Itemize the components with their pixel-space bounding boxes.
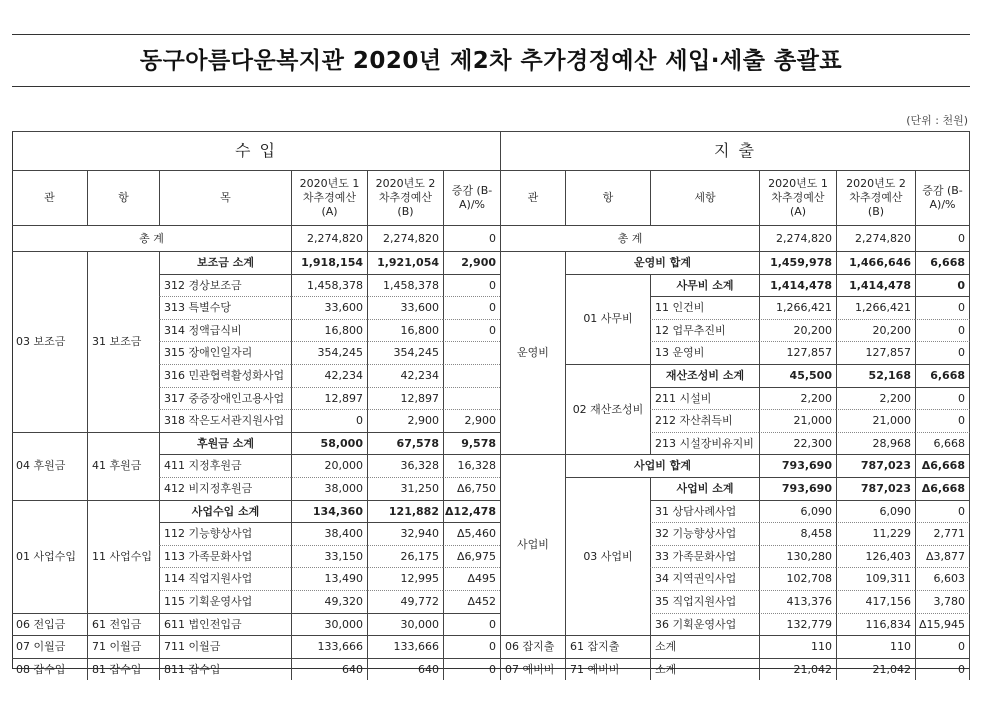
income-row-diff: 0 — [443, 296, 500, 319]
expense-gwan: 사업비 — [500, 454, 565, 635]
expense-row-a: 6,090 — [759, 500, 836, 523]
income-row-a: 1,918,154 — [291, 251, 367, 274]
income-row-b: 354,245 — [367, 341, 443, 364]
income-row-b: 42,234 — [367, 364, 443, 387]
income-row-diff: Δ6,750 — [443, 477, 500, 500]
income-row-b: 121,882 — [367, 500, 443, 523]
income-hang: 71 이월금 — [87, 635, 159, 658]
income-row-mok: 318 작은도서관지원사업 — [159, 409, 291, 432]
expense-row-semok: 33 가족문화사업 — [650, 545, 759, 568]
income-row-diff: Δ6,975 — [443, 545, 500, 568]
document-title: 동구아름다운복지관 2020년 제2차 추가경정예산 세입·세출 총괄표 — [139, 48, 843, 74]
income-row-a: 33,600 — [291, 296, 367, 319]
income-hang: 81 잡수입 — [87, 658, 159, 681]
expense-gwan: 운영비 — [500, 251, 565, 454]
expense-row-diff: 0 — [915, 658, 970, 681]
income-row-mok: 113 가족문화사업 — [159, 545, 291, 568]
income-row-diff: 0 — [443, 658, 500, 681]
income-row-mok: 611 법인전입금 — [159, 613, 291, 636]
income-row-diff: Δ12,478 — [443, 500, 500, 523]
income-row-mok: 316 민관협력활성화사업 — [159, 364, 291, 387]
expense-row-semok: 사업비 합계 — [565, 454, 759, 477]
income-gwan: 03 보조금 — [12, 251, 87, 432]
expense-row-b: 1,414,478 — [836, 274, 915, 297]
income-row-diff: 2,900 — [443, 409, 500, 432]
income-row-a: 12,897 — [291, 387, 367, 410]
income-row-b: 36,328 — [367, 454, 443, 477]
expense-hang: 01 사무비 — [565, 274, 650, 364]
expense-row-b: 21,000 — [836, 409, 915, 432]
expense-row-b: 28,968 — [836, 432, 915, 455]
expense-header-gwan: 관 — [500, 170, 565, 225]
expense-header-a: 2020년도 1차추경예산 (A) — [759, 170, 836, 225]
expense-header-diff: 증감 (B-A)/% — [915, 170, 970, 225]
expense-row-semok: 재산조성비 소계 — [650, 364, 759, 387]
income-header-gwan: 관 — [12, 170, 87, 225]
income-row-b: 30,000 — [367, 613, 443, 636]
expense-row-diff: 0 — [915, 387, 970, 410]
expense-row-semok: 운영비 합계 — [565, 251, 759, 274]
income-row-mok: 317 중증장애인고용사업 — [159, 387, 291, 410]
income-row-b: 32,940 — [367, 522, 443, 545]
expense-row-a: 45,500 — [759, 364, 836, 387]
income-hang: 11 사업수입 — [87, 500, 159, 613]
income-row-a: 42,234 — [291, 364, 367, 387]
expense-hang: 71 예비비 — [565, 658, 650, 681]
unit-note: (단위 : 천원) — [906, 114, 968, 127]
income-row-mok: 711 이월금 — [159, 635, 291, 658]
expense-row-b: 787,023 — [836, 477, 915, 500]
expense-row-b: 109,311 — [836, 567, 915, 590]
income-row-b: 16,800 — [367, 319, 443, 342]
expense-row-semok: 12 업무추진비 — [650, 319, 759, 342]
expense-row-a: 21,000 — [759, 409, 836, 432]
expense-header-semok: 세항 — [650, 170, 759, 225]
expense-total-b: 2,274,820 — [836, 225, 915, 251]
expense-row-semok: 32 기능향상사업 — [650, 522, 759, 545]
income-row-a: 640 — [291, 658, 367, 681]
expense-row-semok: 211 시설비 — [650, 387, 759, 410]
income-row-mok: 112 기능향상사업 — [159, 522, 291, 545]
income-row-mok: 313 특별수당 — [159, 296, 291, 319]
expense-row-b: 787,023 — [836, 454, 915, 477]
income-row-b: 12,995 — [367, 567, 443, 590]
income-row-b: 1,458,378 — [367, 274, 443, 297]
expense-row-a: 102,708 — [759, 567, 836, 590]
income-row-a: 16,800 — [291, 319, 367, 342]
income-row-a: 20,000 — [291, 454, 367, 477]
expense-row-a: 793,690 — [759, 454, 836, 477]
income-row-mok: 811 잡수입 — [159, 658, 291, 681]
expense-row-diff: 2,771 — [915, 522, 970, 545]
expense-row-semok: 212 자산취득비 — [650, 409, 759, 432]
title-bottom-rule — [12, 86, 970, 87]
income-row-b: 640 — [367, 658, 443, 681]
expense-row-diff: 6,668 — [915, 432, 970, 455]
expense-row-a: 413,376 — [759, 590, 836, 613]
expense-row-diff: 0 — [915, 341, 970, 364]
expense-row-a: 132,779 — [759, 613, 836, 636]
top-rule — [12, 34, 970, 35]
income-header-hang: 항 — [87, 170, 159, 225]
income-row-a: 58,000 — [291, 432, 367, 455]
income-row-a: 38,000 — [291, 477, 367, 500]
expense-section-header: 지 출 — [500, 131, 970, 170]
income-row-diff: 2,900 — [443, 251, 500, 274]
expense-row-a: 8,458 — [759, 522, 836, 545]
expense-total-a: 2,274,820 — [759, 225, 836, 251]
income-row-b: 12,897 — [367, 387, 443, 410]
expense-row-diff: Δ3,877 — [915, 545, 970, 568]
expense-row-semok: 36 기획운영사업 — [650, 613, 759, 636]
income-hang: 41 후원금 — [87, 432, 159, 500]
income-row-mok: 312 경상보조금 — [159, 274, 291, 297]
income-row-a: 0 — [291, 409, 367, 432]
income-header-a: 2020년도 1차추경예산 (A) — [291, 170, 367, 225]
income-gwan: 08 잡수입 — [12, 658, 87, 681]
expense-row-b: 126,403 — [836, 545, 915, 568]
expense-total-label: 총 계 — [500, 225, 759, 251]
expense-row-b: 116,834 — [836, 613, 915, 636]
income-gwan: 07 이월금 — [12, 635, 87, 658]
income-row-a: 13,490 — [291, 567, 367, 590]
income-total-b: 2,274,820 — [367, 225, 443, 251]
expense-row-diff: 0 — [915, 319, 970, 342]
income-row-diff: 0 — [443, 613, 500, 636]
income-row-diff — [443, 387, 500, 410]
expense-row-semok: 소계 — [650, 635, 759, 658]
income-row-mok: 후원금 소계 — [159, 432, 291, 455]
income-total-label: 총 계 — [12, 225, 291, 251]
expense-row-diff: 3,780 — [915, 590, 970, 613]
expense-row-b: 20,200 — [836, 319, 915, 342]
income-row-mok: 411 지정후원금 — [159, 454, 291, 477]
income-row-mok: 115 기획운영사업 — [159, 590, 291, 613]
expense-row-a: 20,200 — [759, 319, 836, 342]
income-row-diff: Δ5,460 — [443, 522, 500, 545]
expense-row-diff: 0 — [915, 274, 970, 297]
income-hang: 31 보조금 — [87, 251, 159, 432]
income-row-mok: 사업수입 소계 — [159, 500, 291, 523]
expense-row-a: 110 — [759, 635, 836, 658]
expense-row-diff: Δ6,668 — [915, 477, 970, 500]
expense-hang: 61 잡지출 — [565, 635, 650, 658]
income-header-b: 2020년도 2차추경예산 (B) — [367, 170, 443, 225]
income-row-b: 49,772 — [367, 590, 443, 613]
expense-row-semok: 213 시설장비유지비 — [650, 432, 759, 455]
expense-row-semok: 사업비 소계 — [650, 477, 759, 500]
income-row-mok: 보조금 소계 — [159, 251, 291, 274]
income-row-a: 133,666 — [291, 635, 367, 658]
expense-row-diff: 0 — [915, 500, 970, 523]
income-row-diff: 0 — [443, 274, 500, 297]
expense-row-semok: 34 지역권익사업 — [650, 567, 759, 590]
expense-row-b: 6,090 — [836, 500, 915, 523]
expense-row-a: 793,690 — [759, 477, 836, 500]
expense-header-hang: 항 — [565, 170, 650, 225]
expense-gwan: 06 잡지출 — [500, 635, 565, 658]
income-row-b: 67,578 — [367, 432, 443, 455]
expense-row-b: 52,168 — [836, 364, 915, 387]
expense-row-b: 110 — [836, 635, 915, 658]
income-row-diff: Δ452 — [443, 590, 500, 613]
income-total-diff: 0 — [443, 225, 500, 251]
income-total-a: 2,274,820 — [291, 225, 367, 251]
expense-header-b: 2020년도 2차추경예산 (B) — [836, 170, 915, 225]
expense-row-b: 1,466,646 — [836, 251, 915, 274]
income-row-mok: 314 정액급식비 — [159, 319, 291, 342]
expense-row-b: 127,857 — [836, 341, 915, 364]
expense-gwan: 07 예비비 — [500, 658, 565, 681]
expense-row-diff: 6,668 — [915, 364, 970, 387]
expense-row-semok: 사무비 소계 — [650, 274, 759, 297]
expense-row-semok: 11 인건비 — [650, 296, 759, 319]
income-hang: 61 전입금 — [87, 613, 159, 636]
expense-row-b: 11,229 — [836, 522, 915, 545]
expense-row-diff: Δ15,945 — [915, 613, 970, 636]
income-row-diff: 16,328 — [443, 454, 500, 477]
expense-row-a: 1,266,421 — [759, 296, 836, 319]
expense-row-a: 1,414,478 — [759, 274, 836, 297]
expense-row-diff: 0 — [915, 635, 970, 658]
income-row-mok: 315 장애인일자리 — [159, 341, 291, 364]
expense-row-b: 2,200 — [836, 387, 915, 410]
income-section-header: 수 입 — [12, 131, 500, 170]
income-row-diff: Δ495 — [443, 567, 500, 590]
expense-row-a: 1,459,978 — [759, 251, 836, 274]
income-row-a: 33,150 — [291, 545, 367, 568]
expense-hang: 03 사업비 — [565, 477, 650, 635]
expense-total-diff: 0 — [915, 225, 970, 251]
income-row-a: 30,000 — [291, 613, 367, 636]
income-row-a: 354,245 — [291, 341, 367, 364]
income-header-diff: 증감 (B-A)/% — [443, 170, 500, 225]
income-row-diff: 0 — [443, 635, 500, 658]
expense-row-b: 417,156 — [836, 590, 915, 613]
income-row-b: 31,250 — [367, 477, 443, 500]
income-row-diff: 0 — [443, 319, 500, 342]
expense-row-a: 22,300 — [759, 432, 836, 455]
income-row-a: 134,360 — [291, 500, 367, 523]
income-row-b: 33,600 — [367, 296, 443, 319]
income-row-b: 26,175 — [367, 545, 443, 568]
expense-row-semok: 31 상담사례사업 — [650, 500, 759, 523]
expense-row-diff: 6,668 — [915, 251, 970, 274]
income-row-a: 1,458,378 — [291, 274, 367, 297]
expense-row-diff: 6,603 — [915, 567, 970, 590]
expense-row-a: 2,200 — [759, 387, 836, 410]
expense-hang: 02 재산조성비 — [565, 364, 650, 454]
expense-row-semok: 소계 — [650, 658, 759, 681]
expense-row-b: 21,042 — [836, 658, 915, 681]
income-gwan: 06 전입금 — [12, 613, 87, 636]
expense-row-diff: Δ6,668 — [915, 454, 970, 477]
expense-row-diff: 0 — [915, 409, 970, 432]
expense-row-a: 130,280 — [759, 545, 836, 568]
income-gwan: 01 사업수입 — [12, 500, 87, 613]
expense-row-diff: 0 — [915, 296, 970, 319]
expense-row-b: 1,266,421 — [836, 296, 915, 319]
income-header-mok: 목 — [159, 170, 291, 225]
income-row-b: 133,666 — [367, 635, 443, 658]
expense-row-a: 127,857 — [759, 341, 836, 364]
income-row-b: 1,921,054 — [367, 251, 443, 274]
income-row-mok: 114 직업지원사업 — [159, 567, 291, 590]
income-row-a: 38,400 — [291, 522, 367, 545]
income-row-b: 2,900 — [367, 409, 443, 432]
expense-row-semok: 35 직업지원사업 — [650, 590, 759, 613]
income-row-diff: 9,578 — [443, 432, 500, 455]
expense-row-semok: 13 운영비 — [650, 341, 759, 364]
income-row-diff — [443, 364, 500, 387]
income-gwan: 04 후원금 — [12, 432, 87, 500]
expense-row-a: 21,042 — [759, 658, 836, 681]
income-row-mok: 412 비지정후원금 — [159, 477, 291, 500]
income-row-a: 49,320 — [291, 590, 367, 613]
income-row-diff — [443, 341, 500, 364]
